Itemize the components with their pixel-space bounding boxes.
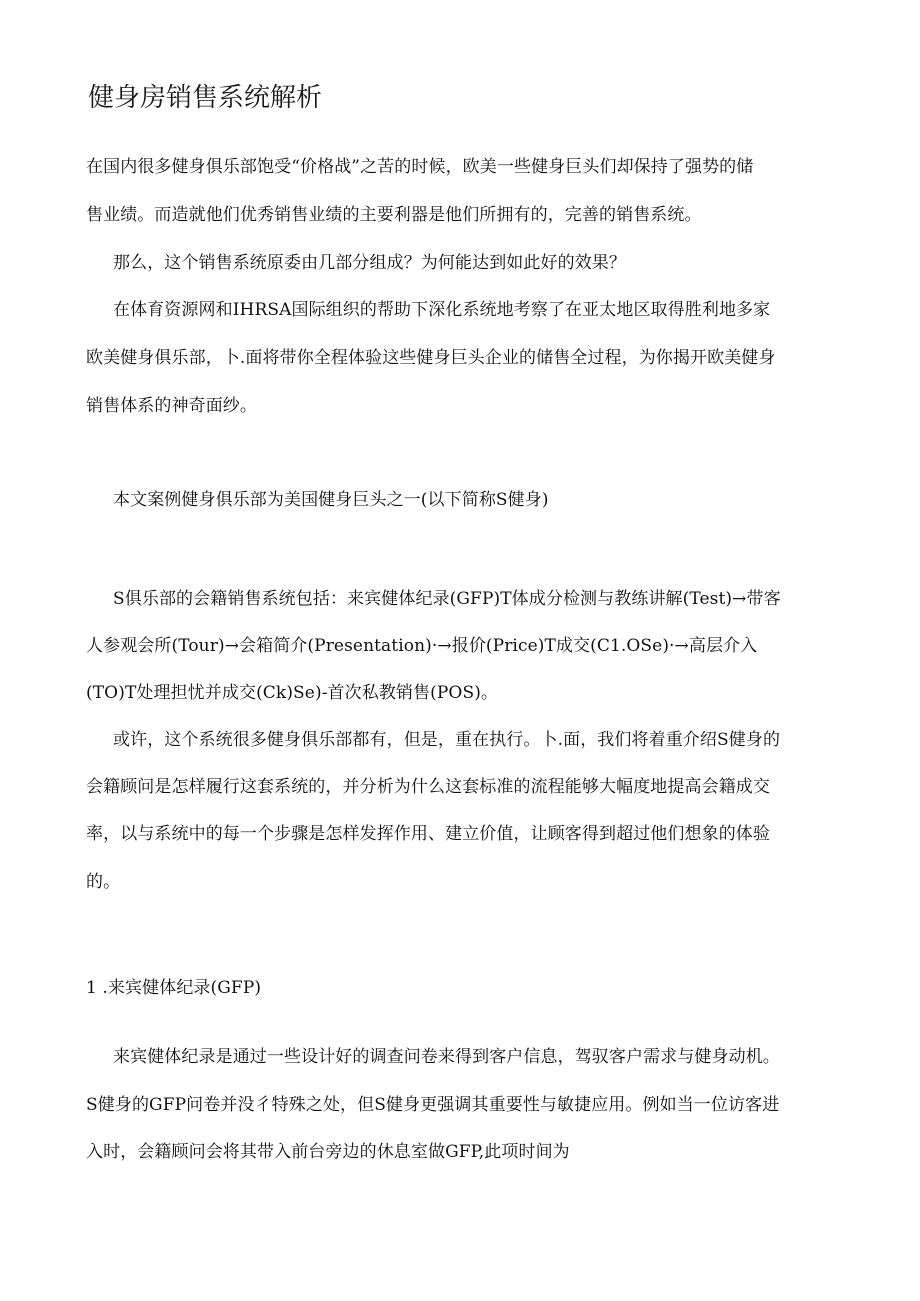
- document-title: 健身房销售系统解析: [88, 83, 323, 113]
- section-heading: 1 .来宾健体纪录(GFP): [86, 978, 262, 998]
- paragraph-line: 来宾健体纪录是通过一些设计好的调查问卷来得到客户信息，驾驭客户需求与健身动机。: [113, 1047, 780, 1067]
- paragraph-line: 欧美健身俱乐部，卜.面将带你全程体验这些健身巨头企业的储售全过程，为你揭开欧美健身: [86, 348, 776, 368]
- paragraph-line: 本文案例健身俱乐部为美国健身巨头之一(以下简称S健身): [113, 490, 549, 510]
- paragraph-line: (TO)T处理担忧并成交(Ck)Se)-首次私教销售(POS)。: [86, 683, 499, 703]
- paragraph-line: 那么，这个销售系统原委由几部分组成？为何能达到如此好的效果？: [113, 253, 626, 273]
- paragraph-line: S健身的GFP问卷并没彳特殊之处，但S健身更强调其重要性与敏捷应用。例如当一位访客进: [86, 1095, 780, 1115]
- paragraph-line: 销售体系的神奇面纱。: [86, 396, 257, 416]
- paragraph-line: 售业绩。而造就他们优秀销售业绩的主要利器是他们所拥有的，完善的销售系统。: [86, 205, 702, 225]
- paragraph-line: S俱乐部的会籍销售系统包括：来宾健体纪录(GFP)T体成分检测与教练讲解(Test)→带客: [113, 589, 781, 609]
- paragraph-line: 在国内很多健身俱乐部饱受“价格战”之苦的时候，欧美一些健身巨头们却保持了强势的储: [86, 157, 754, 177]
- paragraph-line: 或许，这个系统很多健身俱乐部都有，但是，重在执行。卜.面，我们将着重介绍S健身的: [113, 730, 781, 750]
- paragraph-line: 会籍顾问是怎样履行这套系统的，并分析为什么这套标准的流程能够大幅度地提高会籍成交: [86, 777, 770, 797]
- paragraph-line: 在体育资源网和IHRSA国际组织的帮助下深化系统地考察了在亚太地区取得胜利地多家: [113, 300, 771, 320]
- paragraph-line: 率，以与系统中的每一个步骤是怎样发挥作用、建立价值，让顾客得到超过他们想象的体验: [86, 824, 770, 844]
- paragraph-line: 的。: [86, 872, 121, 892]
- paragraph-line: 入时，会籍顾问会将其带入前台旁边的休息室做GFP,此项时间为: [86, 1142, 570, 1162]
- paragraph-line: 人参观会所(Tour)→会箱简介(Presentation)·→报价(Price)T成交(C1.OSe)·→高层介入: [86, 636, 758, 656]
